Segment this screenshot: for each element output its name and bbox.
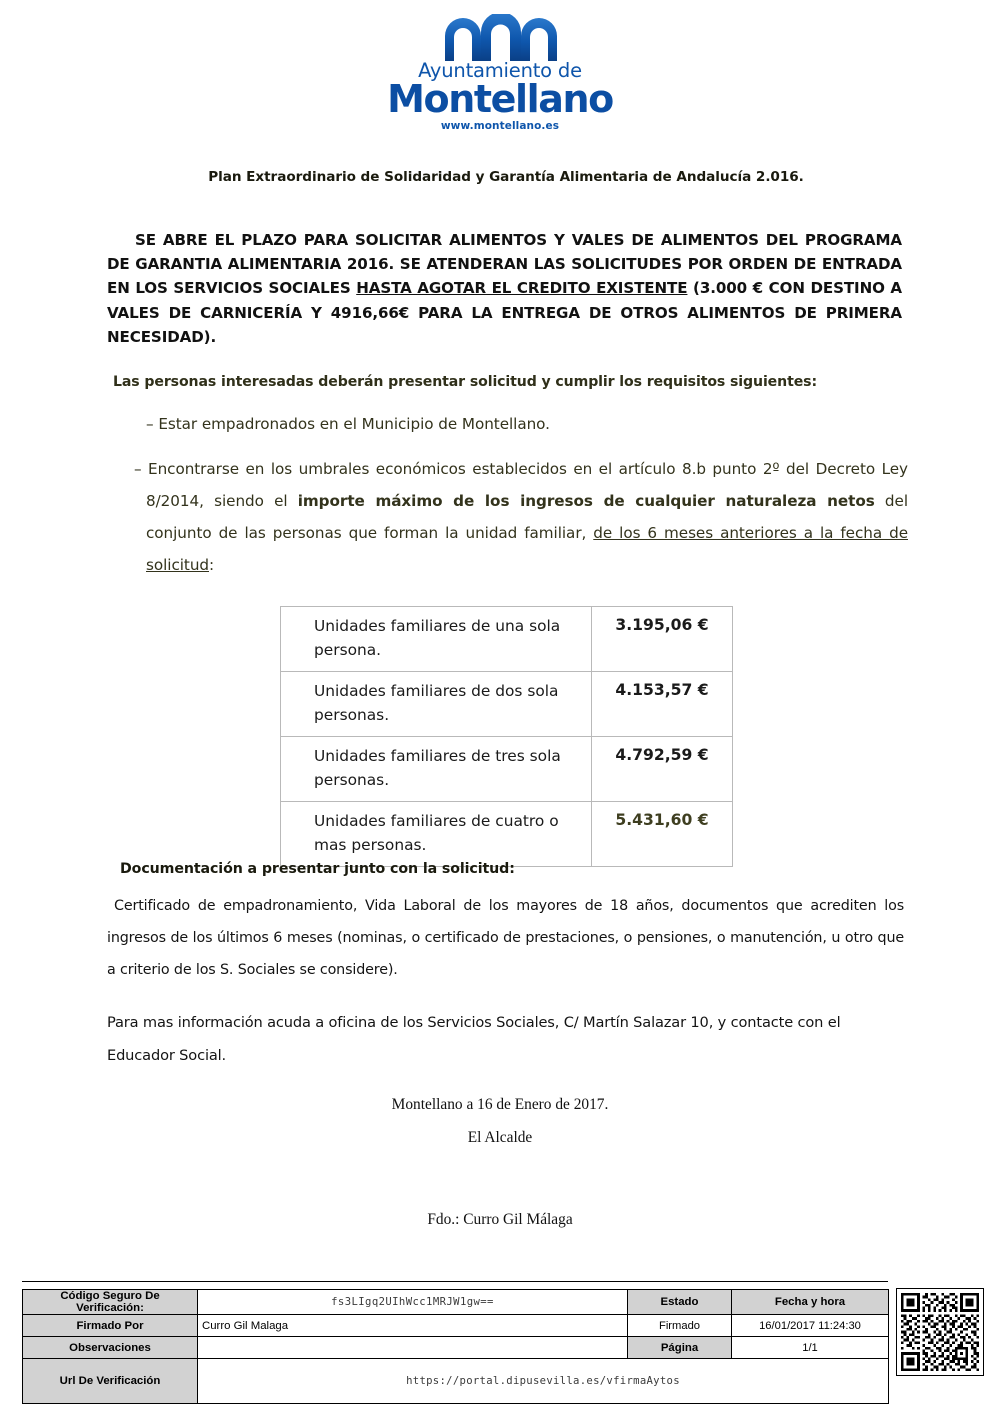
- table-row: [281, 672, 733, 737]
- signature-role: El Alcalde: [467, 1129, 533, 1146]
- logo-line-ayuntamiento: Ayuntamiento de: [418, 59, 582, 82]
- estado-header: Estado: [628, 1290, 732, 1315]
- signature-place-date: Montellano a 16 de Enero de 2017.: [391, 1096, 609, 1113]
- income-thresholds-table: [280, 606, 733, 867]
- family-unit-amount: 4.792,59 €: [592, 737, 733, 802]
- table-row: [23, 1315, 889, 1337]
- documentation-body: Certificado de empadronamiento, Vida Laboral de los mayores de 18 años, documentos que acrediten los ingresos de los últimos 6 meses (nominas, o certificado de prestaciones, o pensiones, o manutención, u otro que a criterio de los S. Sociales se considere).: [107, 898, 904, 978]
- lead-part-two: (3.000 € CON DESTINO A VALES DE CARNICERÍA Y 4916,66€ PARA LA ENTREGA DE OTROS ALIMENTOS DE PRIMERA NECESIDAD).: [107, 279, 902, 346]
- fecha-header: Fecha y hora: [732, 1290, 889, 1315]
- lead-part-one: SE ABRE EL PLAZO PARA SOLICITAR ALIMENTOS Y VALES DE ALIMENTOS DEL PROGRAMA DE GARANTIA ALIMENTARIA 2016. SE ATENDERAN LAS SOLICITUDES POR ORDEN DE ENTRADA EN LOS SERVICIOS SOCIALES: [107, 231, 902, 298]
- requirement-2-text-a: – Encontrarse en los umbrales económicos establecidos en el artículo 8.b punto 2º del Decreto Ley 8/2014, siendo el: [134, 460, 908, 510]
- family-unit-amount: 4.153,57 €: [592, 672, 733, 737]
- requirements-intro: Las personas interesadas deberán presentar solicitud y cumplir los requisitos siguientes:: [113, 374, 817, 390]
- firmado-por-label: Firmado Por: [23, 1315, 198, 1337]
- family-unit-amount: 5.431,60 €: [592, 802, 733, 867]
- requirement-2-bold-clause: importe máximo de los ingresos de cualquier naturaleza netos: [297, 492, 875, 510]
- lead-underlined-clause: HASTA AGOTAR EL CREDITO EXISTENTE: [356, 279, 688, 298]
- fecha-value: 16/01/2017 11:24:30: [732, 1315, 889, 1337]
- documentation-heading: Documentación a presentar junto con la solicitud:: [120, 861, 515, 877]
- arch-logo-icon: [441, 14, 559, 62]
- family-unit-label: Unidades familiares de una sola persona.: [281, 607, 592, 672]
- logo-website: www.montellano.es: [440, 120, 560, 133]
- observaciones-value: [198, 1337, 628, 1359]
- table-row: [23, 1290, 889, 1315]
- url-verificacion-value[interactable]: https://portal.dipusevilla.es/vfirmaAytos: [198, 1359, 889, 1404]
- pagina-value: 1/1: [732, 1337, 889, 1359]
- qr-code-icon[interactable]: [896, 1288, 984, 1376]
- family-unit-label: Unidades familiares de dos sola personas.: [281, 672, 592, 737]
- firmado-por-value: Curro Gil Malaga: [198, 1315, 628, 1337]
- csv-label: Código Seguro De Verificación:: [23, 1290, 198, 1315]
- family-unit-amount: 3.195,06 €: [592, 607, 733, 672]
- municipality-logo: [0, 14, 1000, 132]
- table-row: [281, 607, 733, 672]
- family-unit-label: Unidades familiares de cuatro o mas personas.: [281, 802, 592, 867]
- page-title: Plan Extraordinario de Solidaridad y Garantía Alimentaria de Andalucía 2.016.: [208, 169, 804, 185]
- table-row: [23, 1359, 889, 1404]
- table-row: [281, 737, 733, 802]
- requirement-2-underlined-clause: de los 6 meses anteriores a la fecha de solicitud: [146, 524, 908, 574]
- url-verificacion-label: Url De Verificación: [23, 1359, 198, 1404]
- signature-name: Fdo.: Curro Gil Málaga: [427, 1211, 573, 1228]
- footer-divider: [22, 1281, 888, 1282]
- logo-line-montellano: Montellano: [387, 77, 613, 122]
- family-unit-label: Unidades familiares de tres sola personas.: [281, 737, 592, 802]
- table-row: [281, 802, 733, 867]
- contact-paragraph: Para mas información acuda a oficina de los Servicios Sociales, C/ Martín Salazar 10, y contacte con el Educador Social.: [107, 1014, 841, 1064]
- table-row: [23, 1337, 889, 1359]
- csv-code-value: fs3LIgq2UIhWcc1MRJW1gw==: [198, 1290, 628, 1315]
- verification-footer-table: [22, 1289, 889, 1404]
- pagina-label: Página: [628, 1337, 732, 1359]
- estado-value: Firmado: [628, 1315, 732, 1337]
- requirement-2-colon: :: [209, 556, 215, 574]
- requirement-item-1: – Estar empadronados en el Municipio de Montellano.: [146, 415, 550, 433]
- requirement-item-2: [134, 453, 908, 581]
- observaciones-label: Observaciones: [23, 1337, 198, 1359]
- requirement-2-text-b: del conjunto de las personas que forman la unidad familiar,: [146, 492, 908, 542]
- lead-paragraph: [107, 228, 902, 349]
